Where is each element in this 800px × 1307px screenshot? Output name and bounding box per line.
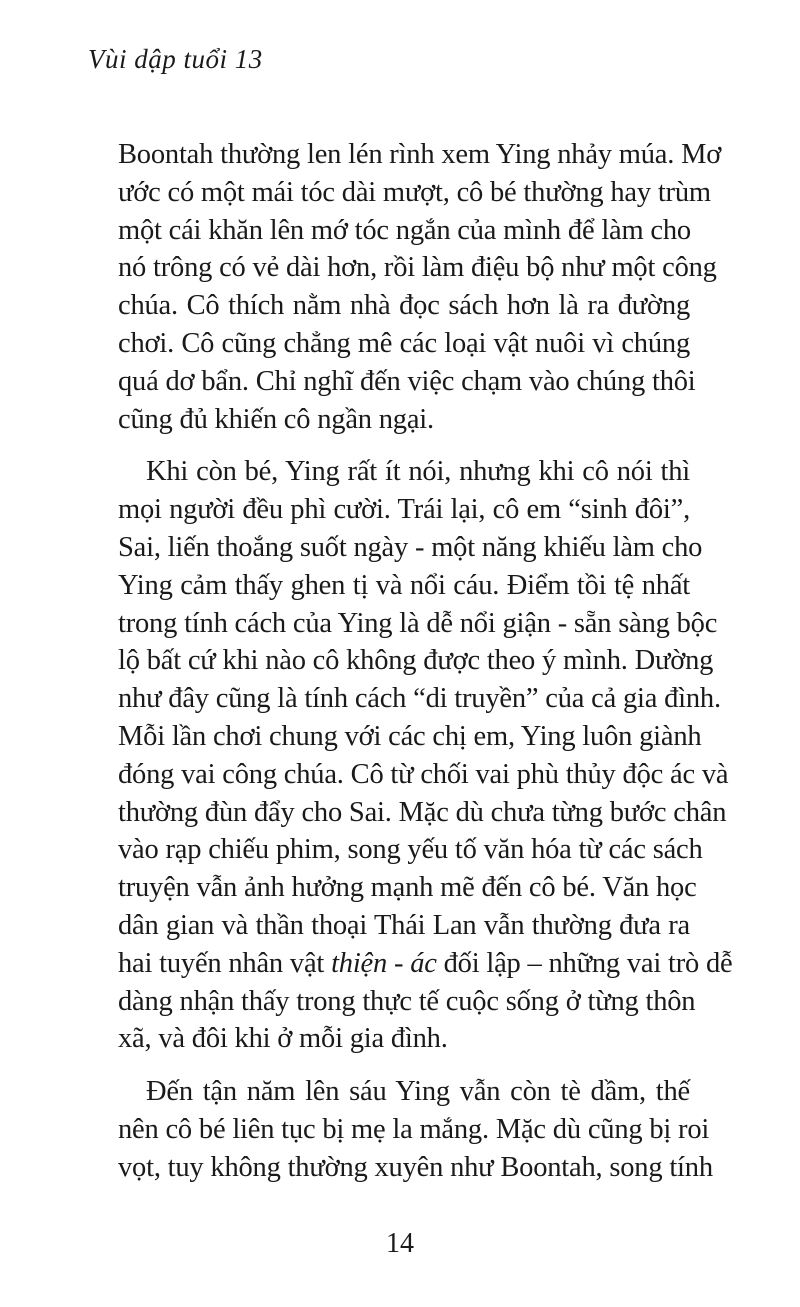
text-line: dân gian và thần thoại Thái Lan vẫn thường đưa ra: [118, 909, 690, 941]
text-line: Sai, liến thoắng suốt ngày - một năng khiếu làm cho: [118, 531, 703, 563]
text-line: trong tính cách của Ying là dễ nổi giận - sẵn sàng bộc: [118, 607, 718, 639]
text-line: xã, và đôi khi ở mỗi gia đình.: [118, 1023, 448, 1055]
text-line: chơi. Cô cũng chẳng mê các loại vật nuôi vì chúng: [118, 327, 690, 359]
text-line: vào rạp chiếu phim, song yếu tố văn hóa từ các sách: [118, 834, 703, 866]
text-line: nó trông có vẻ dài hơn, rồi làm điệu bộ như một công: [118, 252, 717, 284]
text-line: Khi còn bé, Ying rất ít nói, nhưng khi cô nói thì: [146, 456, 690, 488]
text-segment: đối lập – những vai trò dễ: [436, 947, 733, 979]
italic-phrase: thiện - ác: [331, 947, 437, 979]
text-line: Ying cảm thấy ghen tị và nổi cáu. Điểm tồi tệ nhất: [118, 569, 690, 601]
text-line: ước có một mái tóc dài mượt, cô bé thường hay trùm: [118, 176, 711, 208]
text-line: lộ bất cứ khi nào cô không được theo ý mình. Dường: [118, 645, 714, 677]
body-text: [118, 136, 733, 1202]
text-line: như đây cũng là tính cách “di truyền” của cả gia đình.: [118, 683, 721, 715]
text-line: vọt, tuy không thường xuyên như Boontah, song tính: [118, 1151, 713, 1183]
text-line: Mỗi lần chơi chung với các chị em, Ying luôn giành: [118, 720, 702, 752]
text-line: đóng vai công chúa. Cô từ chối vai phù thủy độc ác và: [118, 758, 729, 790]
running-header: Vùi dập tuổi 13: [88, 44, 263, 74]
text-line: nên cô bé liên tục bị mẹ la mắng. Mặc dù cũng bị roi: [118, 1113, 710, 1145]
text-line: cũng đủ khiến cô ngần ngại.: [118, 403, 434, 435]
paragraph-2: [118, 453, 733, 1058]
text-line: Boontah thường len lén rình xem Ying nhảy múa. Mơ: [118, 139, 722, 170]
text-line: mọi người đều phì cười. Trái lại, cô em “sinh đôi”,: [118, 494, 690, 526]
page-number: 14: [386, 1228, 414, 1259]
text-line: một cái khăn lên mớ tóc ngắn của mình để làm cho: [118, 214, 691, 246]
text-line: chúa. Cô thích nằm nhà đọc sách hơn là ra đường: [118, 290, 690, 322]
text-line: quá dơ bẩn. Chỉ nghĩ đến việc chạm vào chúng thôi: [118, 365, 696, 397]
text-line: thường đùn đẩy cho Sai. Mặc dù chưa từng bước chân: [118, 796, 727, 828]
paragraph-1: [118, 136, 722, 438]
text-segment: hai tuyến nhân vật: [118, 947, 332, 979]
text-line: Đến tận năm lên sáu Ying vẫn còn tè dầm, thế: [146, 1076, 690, 1108]
text-line: truyện vẫn ảnh hưởng mạnh mẽ đến cô bé. Văn học: [118, 872, 697, 904]
text-line-with-italic: [118, 945, 733, 983]
text-line: dàng nhận thấy trong thực tế cuộc sống ở từng thôn: [118, 985, 696, 1017]
paragraph-3: [118, 1073, 713, 1186]
